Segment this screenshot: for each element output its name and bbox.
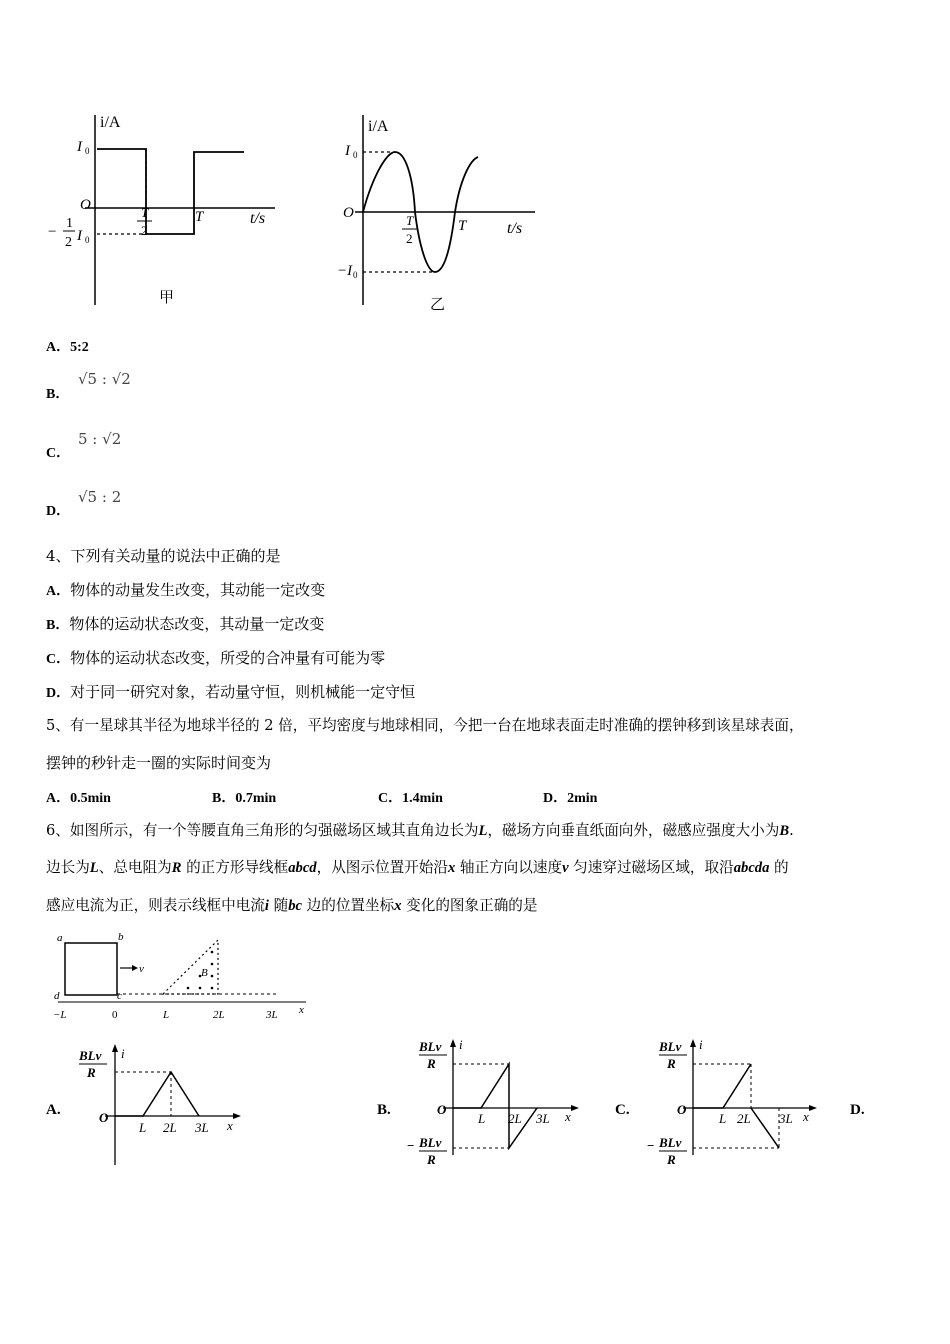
neg-prefix: −	[48, 224, 57, 240]
var: abcd	[288, 860, 317, 876]
q3-option-c-math: 5 : √2	[78, 430, 122, 448]
tick-l: L	[139, 1120, 147, 1135]
i-label: i	[121, 1046, 125, 1061]
text: 边的位置坐标	[302, 897, 395, 914]
vertex-c: c	[117, 990, 122, 1002]
vertex-d: d	[54, 990, 60, 1002]
text: 变化的图象正确的是	[401, 897, 538, 914]
period-label: T	[458, 218, 467, 234]
neg-blv-label: BLv	[659, 1135, 682, 1150]
text: 匀速穿过磁场区域，取沿	[568, 859, 734, 876]
half-den: 2	[141, 223, 148, 238]
option-label: D．	[543, 791, 568, 806]
field-dot	[199, 987, 202, 990]
q5-option-d[interactable]	[543, 787, 597, 809]
origin-label: O	[99, 1110, 109, 1125]
y-arrowhead	[690, 1039, 696, 1047]
option-text: 0.7min	[235, 791, 277, 806]
option-label: C．	[378, 791, 403, 806]
graph-b[interactable]	[405, 1035, 585, 1175]
text: ，从图示位置开始沿	[316, 859, 448, 876]
var: bc	[288, 898, 302, 914]
graph-a[interactable]	[75, 1040, 250, 1170]
q4-option-a[interactable]	[46, 580, 325, 602]
magnetic-triangle	[163, 940, 218, 994]
origin-label: O	[677, 1102, 687, 1117]
q4-stem: 4、下列有关动量的说法中正确的是	[46, 547, 281, 565]
option-text: 1.4min	[402, 791, 443, 806]
i-label: i	[459, 1037, 463, 1052]
text: 的正方形导线框	[181, 859, 289, 876]
x-label: t/s	[250, 210, 266, 227]
var: L	[478, 823, 488, 839]
option-label: C．	[46, 446, 71, 461]
var: R	[171, 860, 182, 876]
text: 的	[769, 859, 789, 876]
half-num: T	[406, 213, 414, 228]
blv-label: BLv	[659, 1039, 682, 1054]
tick-l: L	[719, 1111, 727, 1126]
half-num: T	[141, 205, 149, 220]
neg-i0-label: −I	[337, 263, 353, 279]
option-label: A．	[46, 584, 71, 599]
var: abcda	[733, 860, 770, 876]
wire-frame	[65, 943, 117, 995]
tick-l: L	[478, 1111, 486, 1126]
setup-figure	[48, 928, 318, 1023]
vertex-a: a	[57, 932, 63, 944]
period-label: T	[195, 209, 204, 225]
field-dot	[211, 963, 214, 966]
q4-option-d[interactable]	[46, 682, 415, 704]
option-label: D．	[46, 686, 71, 701]
origin-label: O	[437, 1102, 447, 1117]
neg-sign: −	[407, 1138, 415, 1153]
graph-c[interactable]	[643, 1035, 823, 1175]
option-label: A．	[46, 340, 71, 355]
r-label: R	[87, 1065, 96, 1080]
option-label: C．	[46, 652, 71, 667]
option-label: A．	[46, 791, 71, 806]
neg-sign: −	[647, 1138, 655, 1153]
text: 边长为	[46, 859, 90, 876]
tick-3l: 3L	[195, 1120, 209, 1135]
text: .	[789, 822, 794, 839]
text: 6、如图所示，有一个等腰直角三角形的匀强磁场区域其直角边长为	[46, 822, 479, 839]
option-text: 对于同一研究对象，若动量守恒，则机械能一定守恒	[70, 683, 416, 701]
q3-option-a[interactable]	[46, 336, 89, 358]
blv-label: BLv	[79, 1048, 102, 1063]
neg-blv-label: BLv	[419, 1135, 442, 1150]
field-dot	[211, 987, 214, 990]
option-label: B．	[46, 618, 70, 633]
tick-0: 0	[112, 1009, 118, 1021]
neg-r-label: R	[667, 1152, 676, 1167]
option-label: B．	[212, 791, 236, 806]
var: B	[779, 823, 790, 839]
neg-r-label: R	[427, 1152, 436, 1167]
r-label: R	[667, 1056, 676, 1071]
q3-option-b-math: √5 : √2	[78, 370, 131, 388]
y-label: i/A	[100, 114, 121, 131]
tick-3l: 3L	[779, 1111, 793, 1126]
field-dot	[187, 987, 190, 990]
x-arrowhead	[233, 1113, 241, 1119]
var: v	[562, 860, 569, 876]
figure-jia	[40, 105, 300, 320]
x-label: x	[227, 1118, 233, 1133]
q3-option-b[interactable]	[46, 383, 69, 405]
choice-b-label[interactable]: B.	[377, 1102, 391, 1118]
half-den: 2	[406, 231, 413, 246]
x-label: x	[565, 1109, 571, 1124]
var: x	[394, 898, 402, 914]
neg-frac-den: 2	[65, 235, 72, 250]
x-label: x	[803, 1109, 809, 1124]
caption: 甲	[159, 290, 175, 306]
blv-label: BLv	[419, 1039, 442, 1054]
option-text: 0.5min	[70, 791, 111, 806]
i0-sub: 0	[85, 146, 90, 156]
text: 感应电流为正，则表示线框中电流	[46, 897, 265, 914]
x-arrowhead	[809, 1105, 817, 1111]
option-text: 物体的动量发生改变，其动能一定改变	[70, 581, 326, 599]
q4-option-c[interactable]	[46, 648, 385, 670]
tick-l: L	[163, 1009, 170, 1021]
neg-i0-sub: 0	[353, 270, 358, 280]
choice-a-label[interactable]: A.	[46, 1102, 61, 1118]
option-text: 物体的运动状态改变，所受的合冲量有可能为零	[70, 649, 386, 667]
q3-option-c[interactable]	[46, 442, 70, 464]
current-curve	[453, 1064, 537, 1148]
var: L	[89, 860, 99, 876]
neg-frac-num: 1	[66, 216, 73, 231]
q3-option-d[interactable]	[46, 500, 70, 522]
tick-neg-l: −L	[53, 1009, 67, 1021]
choice-c-label[interactable]: C.	[615, 1102, 630, 1118]
tick-2l: 2L	[508, 1111, 522, 1126]
option-label: D．	[46, 504, 71, 519]
q5-option-b[interactable]	[212, 787, 276, 809]
var: i	[264, 898, 269, 914]
option-label: B．	[46, 387, 70, 402]
tick-2l: 2L	[737, 1111, 751, 1126]
choice-d-label[interactable]: D.	[850, 1102, 865, 1118]
q3-option-d-math: √5 : 2	[78, 488, 122, 506]
option-text: 2min	[567, 791, 598, 806]
tick-3l: 3L	[266, 1009, 278, 1021]
i-label: i	[699, 1037, 703, 1052]
x-label: t/s	[507, 220, 523, 237]
text: 轴正方向以速度	[455, 859, 563, 876]
r-label: R	[427, 1056, 436, 1071]
neg-i0: I	[77, 228, 82, 244]
option-text: 物体的运动状态改变，其动量一定改变	[69, 615, 325, 633]
velocity-arrowhead	[132, 965, 138, 971]
q6-line2	[46, 858, 789, 878]
neg-i0-sub: 0	[85, 235, 90, 245]
figure-yi	[335, 105, 545, 320]
text: ，磁场方向垂直纸面向外，磁感应强度大小为	[487, 822, 780, 839]
option-text: 5:2	[70, 340, 89, 355]
current-curve	[693, 1064, 751, 1108]
tick-2l: 2L	[163, 1120, 177, 1135]
q6-line3	[46, 896, 537, 916]
vertex-b: b	[118, 931, 124, 943]
q6-line1	[46, 821, 794, 841]
y-arrowhead	[112, 1044, 118, 1052]
current-curve-neg	[751, 1108, 779, 1148]
q5-stem-line1: 5、有一星球其半径为地球半径的 2 倍，平均密度与地球相同，今把一台在地球表面走时准确的摆钟移到该星球表面，	[46, 717, 804, 734]
square-wave-second	[194, 152, 244, 208]
x-arrowhead	[571, 1105, 579, 1111]
origin-label: O	[343, 205, 354, 221]
origin-label: O	[80, 197, 91, 213]
q5-stem-line2: 摆钟的秒针走一圈的实际时间变为	[46, 754, 272, 772]
tick-2l: 2L	[213, 1009, 225, 1021]
y-arrowhead	[450, 1039, 456, 1047]
i0-sub: 0	[353, 150, 358, 160]
v-label: v	[139, 963, 144, 975]
var: x	[447, 860, 456, 876]
field-dot	[211, 951, 214, 954]
tick-3l: 3L	[536, 1111, 550, 1126]
q4-option-b[interactable]	[46, 614, 324, 636]
x-label: x	[299, 1004, 304, 1016]
q5-option-c[interactable]	[378, 787, 443, 809]
i0-label: I	[77, 139, 82, 155]
y-label: i/A	[368, 118, 389, 135]
current-curve	[115, 1072, 199, 1116]
text: 、总电阻为	[98, 859, 172, 876]
b-label: B	[201, 967, 208, 979]
q5-option-a[interactable]	[46, 787, 111, 809]
i0-label: I	[345, 143, 350, 159]
caption: 乙	[430, 297, 446, 313]
text: 随	[268, 897, 289, 914]
field-dot	[211, 975, 214, 978]
